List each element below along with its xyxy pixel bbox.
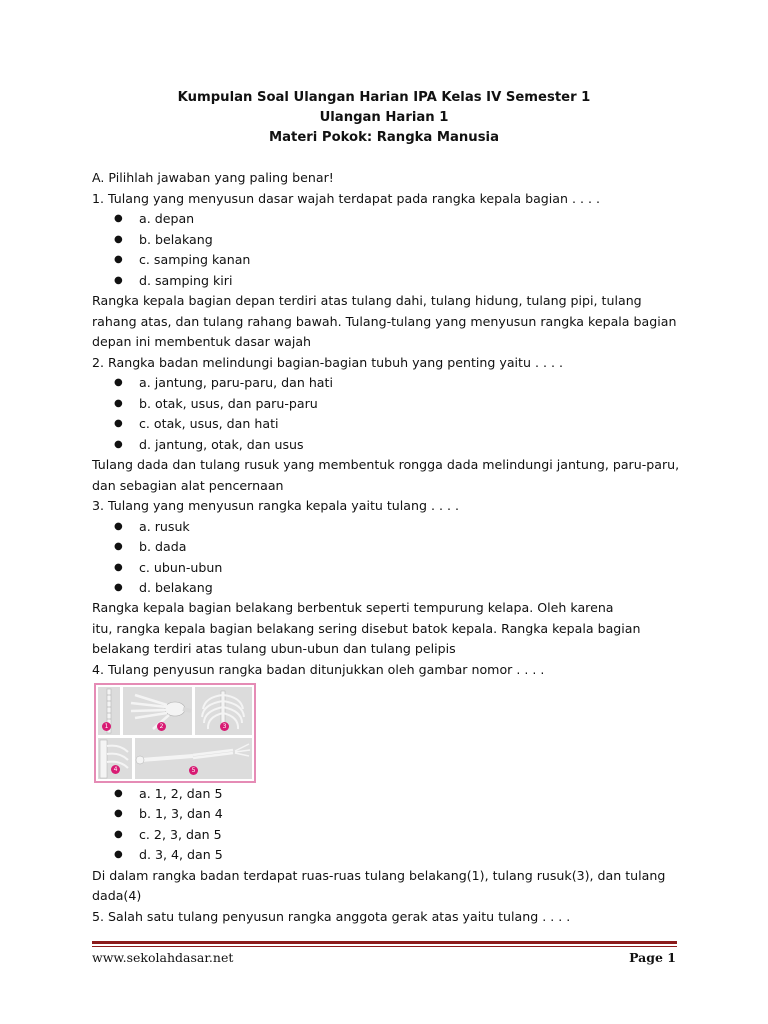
q1-explanation-line: Rangka kepala bagian depan terdiri atas tulang dahi, tulang hidung, tulang pipi, tulang — [92, 293, 642, 308]
q1-explanation-line: rahang atas, dan tulang rahang bawah. Tulang-tulang yang menyusun rangka kepala bagian — [92, 314, 677, 329]
q3-option-d: d. belakang — [139, 580, 213, 595]
q3-explanation-line: belakang terdiri atas tulang ubun-ubun dan tulang pelipis — [92, 641, 456, 656]
figure-number-badge: 1 — [102, 722, 111, 731]
q2-explanation-line: Tulang dada dan tulang rusuk yang membentuk rongga dada melindungi jantung, paru-paru, — [92, 457, 680, 472]
skeleton-bones-figure — [94, 683, 256, 783]
document-title: Kumpulan Soal Ulangan Harian IPA Kelas IV Semester 1 — [177, 90, 591, 105]
footer-rule — [92, 941, 677, 944]
q3-option-c: c. ubun-ubun — [139, 560, 223, 575]
q1-option-c: c. samping kanan — [139, 252, 251, 267]
q1-explanation-line: depan ini membentuk dasar wajah — [92, 334, 312, 349]
q4-explanation-line: dada(4) — [92, 888, 142, 903]
bullet-icon: ● — [114, 541, 123, 552]
q1-option-a: a. depan — [139, 211, 195, 226]
bullet-icon: ● — [114, 788, 123, 799]
figure-number-badge: 4 — [111, 765, 120, 774]
q4-option-a: a. 1, 2, dan 5 — [139, 786, 223, 801]
bullet-icon: ● — [114, 213, 123, 224]
q3-explanation-line: itu, rangka kepala bagian belakang sering disebut batok kepala. Rangka kepala bagian — [92, 621, 641, 636]
bullet-icon: ● — [114, 377, 123, 388]
question-5: 5. Salah satu tulang penyusun rangka anggota gerak atas yaitu tulang . . . . — [92, 909, 571, 924]
question-2: 2. Rangka badan melindungi bagian-bagian tubuh yang penting yaitu . . . . — [92, 355, 563, 370]
bullet-icon: ● — [114, 398, 123, 409]
footer-page-number: Page 1 — [629, 950, 676, 965]
q4-option-c: c. 2, 3, dan 5 — [139, 827, 222, 842]
footer-website: www.sekolahdasar.net — [92, 950, 234, 965]
q2-option-b: b. otak, usus, dan paru-paru — [139, 396, 318, 411]
bullet-icon: ● — [114, 849, 123, 860]
document-subtitle: Ulangan Harian 1 — [319, 110, 449, 125]
bullet-icon: ● — [114, 254, 123, 265]
q2-option-d: d. jantung, otak, dan usus — [139, 437, 304, 452]
bullet-icon: ● — [114, 439, 123, 450]
q2-explanation-line: dan sebagian alat pencernaan — [92, 478, 284, 493]
question-1: 1. Tulang yang menyusun dasar wajah terdapat pada rangka kepala bagian . . . . — [92, 191, 601, 206]
figure-number-badge: 5 — [189, 766, 198, 775]
q1-option-d: d. samping kiri — [139, 273, 233, 288]
bullet-icon: ● — [114, 808, 123, 819]
q3-option-b: b. dada — [139, 539, 187, 554]
q2-option-c: c. otak, usus, dan hati — [139, 416, 279, 431]
bullet-icon: ● — [114, 829, 123, 840]
bullet-icon: ● — [114, 418, 123, 429]
q4-explanation-line: Di dalam rangka badan terdapat ruas-ruas tulang belakang(1), tulang rusuk(3), dan tulang — [92, 868, 666, 883]
question-4: 4. Tulang penyusun rangka badan ditunjukkan oleh gambar nomor . . . . — [92, 662, 545, 677]
q4-option-d: d. 3, 4, dan 5 — [139, 847, 223, 862]
instruction-text: A. Pilihlah jawaban yang paling benar! — [92, 170, 334, 185]
bullet-icon: ● — [114, 582, 123, 593]
q1-option-b: b. belakang — [139, 232, 213, 247]
bullet-icon: ● — [114, 521, 123, 532]
document-topic: Materi Pokok: Rangka Manusia — [269, 130, 499, 145]
q4-option-b: b. 1, 3, dan 4 — [139, 806, 223, 821]
bullet-icon: ● — [114, 562, 123, 573]
question-3: 3. Tulang yang menyusun rangka kepala yaitu tulang . . . . — [92, 498, 460, 513]
footer-rule-thin — [92, 946, 677, 947]
bullet-icon: ● — [114, 234, 123, 245]
q3-option-a: a. rusuk — [139, 519, 190, 534]
q2-option-a: a. jantung, paru-paru, dan hati — [139, 375, 333, 390]
bullet-icon: ● — [114, 275, 123, 286]
figure-number-badge: 3 — [220, 722, 229, 731]
q3-explanation-line: Rangka kepala bagian belakang berbentuk seperti tempurung kelapa. Oleh karena — [92, 600, 614, 615]
figure-number-badge: 2 — [157, 722, 166, 731]
